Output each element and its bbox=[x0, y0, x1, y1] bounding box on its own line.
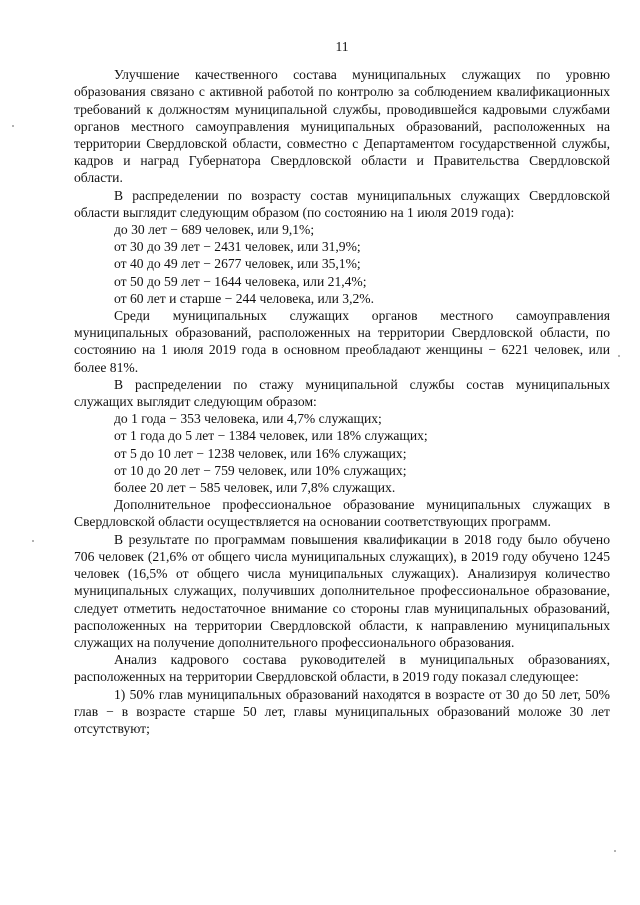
age-distribution-list bbox=[74, 221, 610, 307]
list-item: более 20 лет − 585 человек, или 7,8% служащих. bbox=[114, 480, 396, 496]
page-number: 11 bbox=[335, 39, 349, 54]
list-item: от 5 до 10 лет − 1238 человек, или 16% служащих; bbox=[114, 445, 407, 461]
scan-speck bbox=[614, 850, 616, 852]
list-item: до 30 лет − 689 человек, или 9,1%; bbox=[114, 222, 315, 238]
list-item: от 10 до 20 лет − 759 человек, или 10% служащих; bbox=[114, 462, 407, 478]
paragraph-training-results: В результате по программам повышения квалификации в 2018 году было обучено 706 человек (21,6% от общего числа муниципальных служащих), в 2019 году обучено 1245 человек (16,5% от общего числа муниципальных служащих). Анализируя количество муниципальных служащих, получивших дополнительное профессиональное образование, следует отметить недостаточное внимание со стороны глав муниципальных образований, расположенных на территории Свердловской области, к направлению муниципальных служащих на получение дополнительного профессионального образования. bbox=[74, 531, 610, 650]
scan-speck bbox=[618, 355, 620, 357]
list-item: от 40 до 49 лет − 2677 человек, или 35,1%; bbox=[114, 256, 361, 272]
document-page bbox=[74, 38, 610, 737]
list-item: от 1 года до 5 лет − 1384 человек, или 18% служащих; bbox=[114, 428, 428, 444]
list-item: от 50 до 59 лет − 1644 человека, или 21,4%; bbox=[114, 273, 367, 289]
paragraph-age-intro: В распределении по возрасту состав муниципальных служащих Свердловской области выглядит следующим образом (по состоянию на 1 июля 2019 года): bbox=[74, 187, 610, 220]
list-item: от 60 лет и старше − 244 человека, или 3,2%. bbox=[114, 290, 375, 306]
paragraph-education-quality: Улучшение качественного состава муниципальных служащих по уровню образования связано с активной работой по контролю за соблюдением квалификационных требований к должностям муниципальной службы, проводившейся кадровыми службами органов местного самоуправления муниципальных образований, расположенных на территории Свердловской области, совместно с Департаментом государственной службы, кадров и наград Губернатора Свердловской области и Правительства Свердловской области. bbox=[74, 67, 610, 186]
list-item: до 1 года − 353 человека, или 4,7% служащих; bbox=[114, 411, 382, 427]
tenure-distribution-list bbox=[74, 410, 610, 496]
paragraph-additional-education: Дополнительное профессиональное образование муниципальных служащих в Свердловской области осуществляется на основании соответствующих программ. bbox=[74, 497, 610, 530]
list-item: от 30 до 39 лет − 2431 человек, или 31,9%; bbox=[114, 239, 361, 255]
paragraph-tenure-intro: В распределении по стажу муниципальной службы состав муниципальных служащих выглядит следующим образом: bbox=[74, 376, 610, 410]
scan-speck bbox=[12, 125, 14, 127]
paragraph-gender: Среди муниципальных служащих органов местного самоуправления муниципальных образований, расположенных на территории Свердловской области, по состоянию на 1 июля 2019 года в основном преобладают женщины − 6221 человек, или более 81%. bbox=[74, 308, 610, 375]
scan-speck bbox=[32, 540, 34, 542]
paragraph-heads-analysis: Анализ кадрового состава руководителей в муниципальных образованиях, расположенных на территории Свердловской области, в 2019 году показал следующее: bbox=[74, 652, 610, 685]
paragraph-heads-age: 1) 50% глав муниципальных образований находятся в возрасте от 30 до 50 лет, 50% глав − в возрасте старше 50 лет, главы муниципальных образований моложе 30 лет отсутствуют; bbox=[74, 686, 610, 736]
